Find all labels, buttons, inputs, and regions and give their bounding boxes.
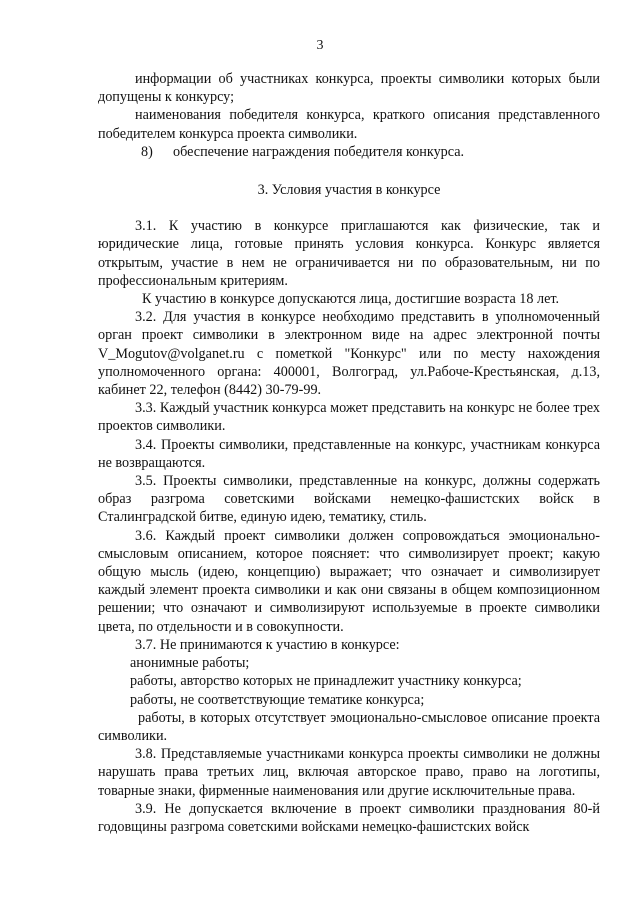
- section-heading: 3. Условия участия в конкурсе: [257, 182, 441, 199]
- clause-3-4: 3.4. Проекты символики, представленные на конкурс, участникам конкурса не возвращаются.: [98, 436, 600, 471]
- clause-3-8: 3.8. Представляемые участниками конкурса проекты символики не должны нарушать права третьих лиц, включая авторское право, право на логотипы, товарные знаки, фирменные наименования или другие исключительные права.: [98, 746, 600, 799]
- list-item-number: 8): [141, 143, 153, 160]
- paragraph: информации об участниках конкурса, проекты символики которых были допущены к конкурсу;: [98, 71, 600, 106]
- clause-3-6: 3.6. Каждый проект символики должен сопровождаться эмоционально-смысловым описанием, которое поясняет: что символизирует проект; какую общую мысль (идею, концепцию) выражает; что означает и символизирует каждый элемент проекта символики и как они связаны в общем композиционном решении; что означают и символизируют используемые в проекте символики цвета, по отдельности и в совокупности.: [98, 527, 600, 635]
- page-number: 3: [316, 38, 324, 53]
- exclusion-item: анонимные работы;: [130, 655, 250, 672]
- exclusion-item: работы, в которых отсутствует эмоционально-смысловое описание проекта символики.: [98, 709, 600, 744]
- clause-3-3: 3.3. Каждый участник конкурса может представить на конкурс не более трех проектов символики.: [98, 400, 600, 435]
- document-body: [98, 70, 600, 836]
- exclusion-item: работы, авторство которых не принадлежит участнику конкурса;: [130, 673, 522, 690]
- clause-3-9: 3.9. Не допускается включение в проект символики празднования 80-й годовщины разгрома советскими войсками немецко-фашистских войск: [98, 800, 600, 835]
- clause-3-5: 3.5. Проекты символики, представленные на конкурс, должны содержать образ разгрома советскими войсками немецко-фашистских войск в Сталинградской битве, единую идею, тематику, стиль.: [98, 473, 600, 526]
- clause-3-2: 3.2. Для участия в конкурсе необходимо представить в уполномоченный орган проект символики в электронном виде на адрес электронной почты V_Mogutov@volganet.ru с пометкой "Конкурс" или по месту нахождения уполномоченного органа: 400001, Волгоград, ул.Рабоче-Крестьянская, д.13, кабинет 22, телефон (8442) 30-79-99.: [98, 309, 600, 399]
- paragraph: наименования победителя конкурса, краткого описания представленного победителем конкурса проекта символики.: [98, 107, 600, 142]
- clause-3-1-age: К участию в конкурсе допускаются лица, достигшие возраста 18 лет.: [142, 291, 560, 308]
- exclusion-item: работы, не соответствующие тематике конкурса;: [130, 691, 425, 708]
- list-item-8: [98, 143, 600, 161]
- clause-3-7: 3.7. Не принимаются к участию в конкурсе:: [135, 636, 400, 653]
- clause-3-1: 3.1. К участию в конкурсе приглашаются как физические, так и юридические лица, готовые принять условия конкурса. Конкурс является открытым, участие в нем не ограничивается ни по образовательным, ни по профессиональным критериям.: [98, 218, 600, 289]
- list-item-text: обеспечение награждения победителя конкурса.: [173, 143, 465, 160]
